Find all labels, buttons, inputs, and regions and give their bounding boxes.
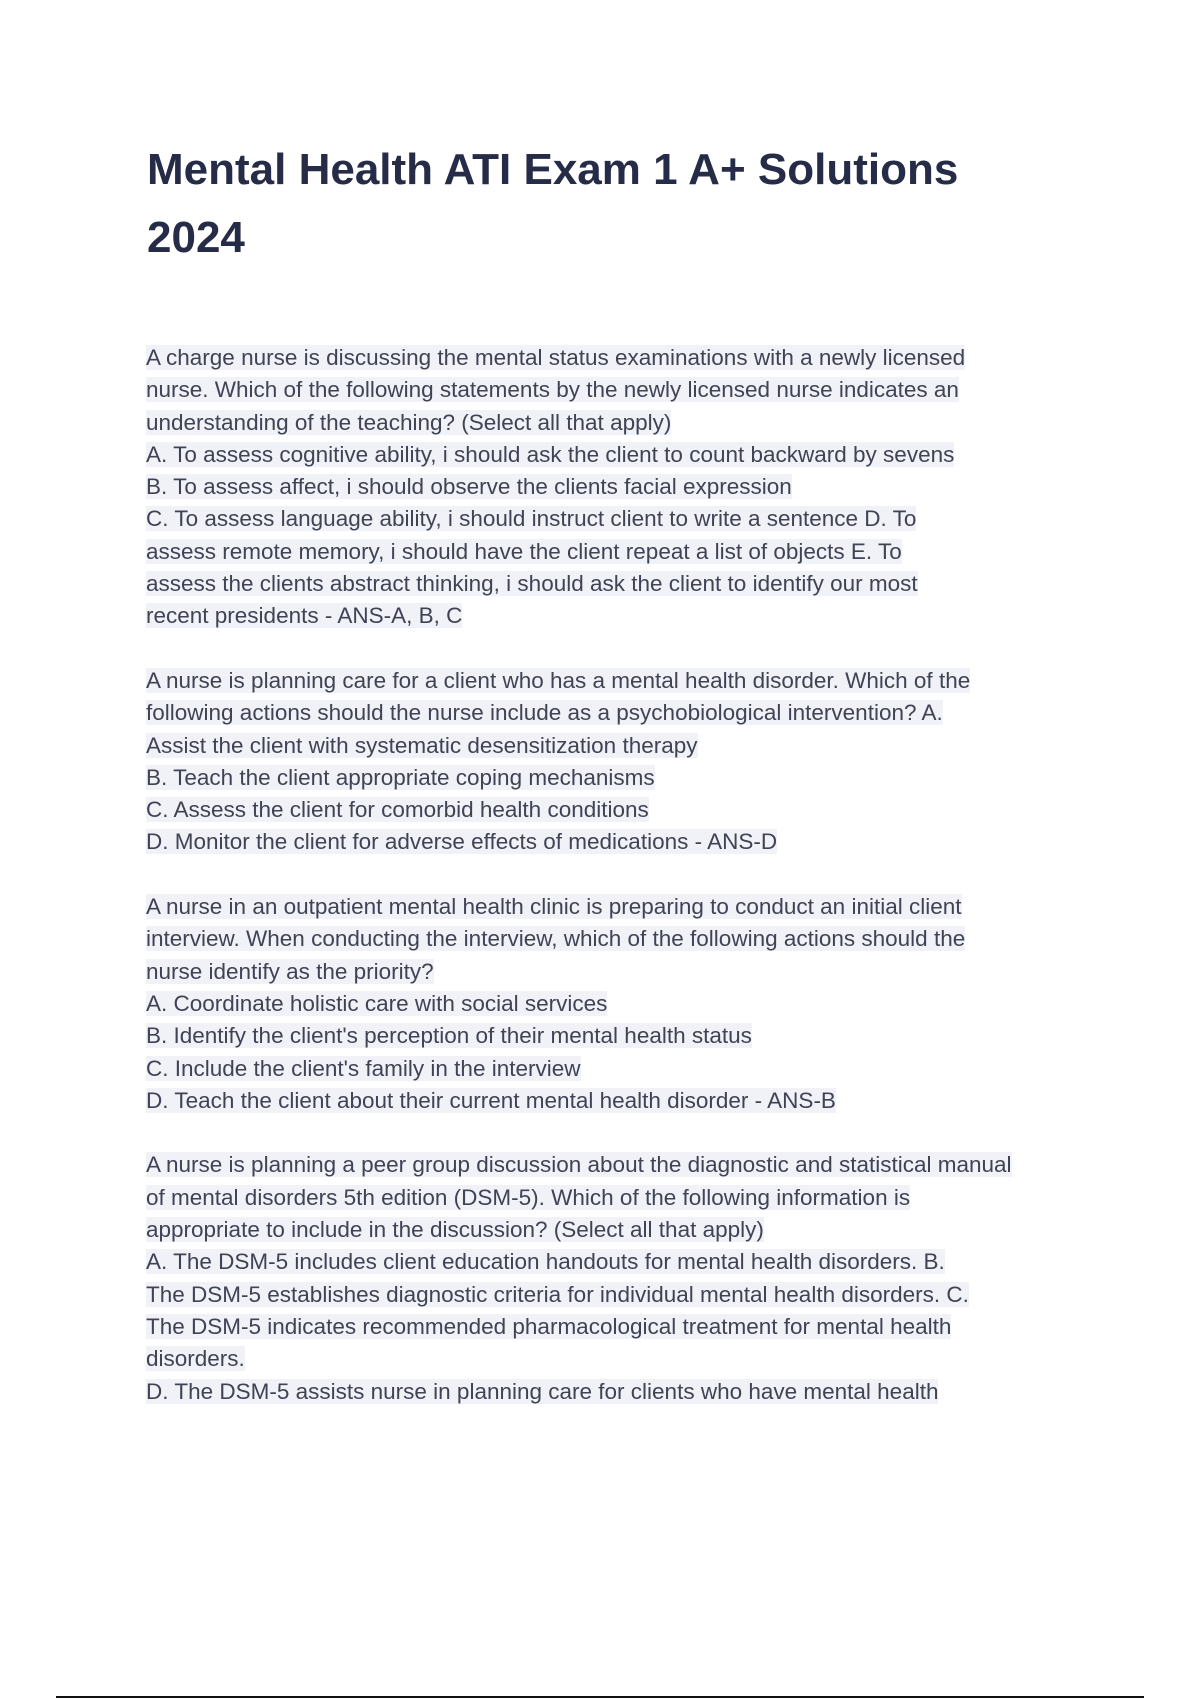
- answer-line: recent presidents - ANS-A, B, C: [146, 603, 463, 629]
- option-line: assess the clients abstract thinking, i should ask the client to identify our most: [146, 571, 918, 597]
- option-line: C. Include the client's family in the interview: [146, 1055, 581, 1081]
- text-line: understanding of the teaching? (Select all that apply): [146, 409, 672, 435]
- option-line: B. To assess affect, i should observe the clients facial expression: [146, 474, 792, 500]
- option-line: B. Teach the client appropriate coping mechanisms: [146, 764, 655, 790]
- option-line: D. The DSM-5 assists nurse in planning care for clients who have mental health: [146, 1378, 939, 1404]
- question-4: [146, 1149, 1086, 1407]
- option-line: assess remote memory, i should have the client repeat a list of objects E. To: [146, 538, 902, 564]
- answer-line: D. Teach the client about their current mental health disorder - ANS-B: [146, 1087, 836, 1113]
- option-line: C. To assess language ability, i should instruct client to write a sentence D. To: [146, 506, 917, 532]
- option-line: The DSM-5 establishes diagnostic criteria for individual mental health disorders. C.: [146, 1281, 969, 1307]
- question-1: [146, 342, 1086, 633]
- text-line: A charge nurse is discussing the mental status examinations with a newly licensed: [146, 345, 966, 370]
- text-line: A nurse is planning care for a client who has a mental health disorder. Which of the: [146, 667, 971, 693]
- text-line: nurse identify as the priority?: [146, 958, 434, 984]
- option-line: A. To assess cognitive ability, i should ask the client to count backward by sevens: [146, 441, 955, 467]
- text-line: nurse. Which of the following statements by the newly licensed nurse indicates an: [146, 377, 959, 403]
- title-line: Mental Health ATI Exam 1 A+ Solutions: [147, 145, 959, 194]
- text-line: A nurse is planning a peer group discussion about the diagnostic and statistical manual: [146, 1152, 1012, 1178]
- text-line: following actions should the nurse include as a psychobiological intervention? A.: [146, 700, 943, 726]
- answer-line: D. Monitor the client for adverse effects of medications - ANS-D: [146, 829, 778, 855]
- question-list: [146, 342, 1086, 1440]
- option-line: C. Assess the client for comorbid health conditions: [146, 797, 649, 823]
- title-line: 2024: [147, 213, 245, 262]
- question-3: [146, 891, 1086, 1117]
- option-line: A. Coordinate holistic care with social services: [146, 990, 608, 1016]
- option-line: Assist the client with systematic desensitization therapy: [146, 732, 698, 758]
- text-line: of mental disorders 5th edition (DSM-5). Which of the following information is: [146, 1184, 911, 1210]
- option-line: The DSM-5 indicates recommended pharmacological treatment for mental health: [146, 1313, 952, 1339]
- question-2: [146, 665, 1086, 859]
- option-line: disorders.: [146, 1346, 245, 1372]
- page-title: [147, 136, 1067, 272]
- text-line: appropriate to include in the discussion? (Select all that apply): [146, 1217, 764, 1243]
- text-line: A nurse in an outpatient mental health clinic is preparing to conduct an initial client: [146, 894, 962, 920]
- option-line: A. The DSM-5 includes client education handouts for mental health disorders. B.: [146, 1249, 945, 1275]
- footer-divider: [56, 1696, 1144, 1698]
- text-line: interview. When conducting the interview, which of the following actions should the: [146, 926, 966, 952]
- option-line: B. Identify the client's perception of their mental health status: [146, 1023, 752, 1049]
